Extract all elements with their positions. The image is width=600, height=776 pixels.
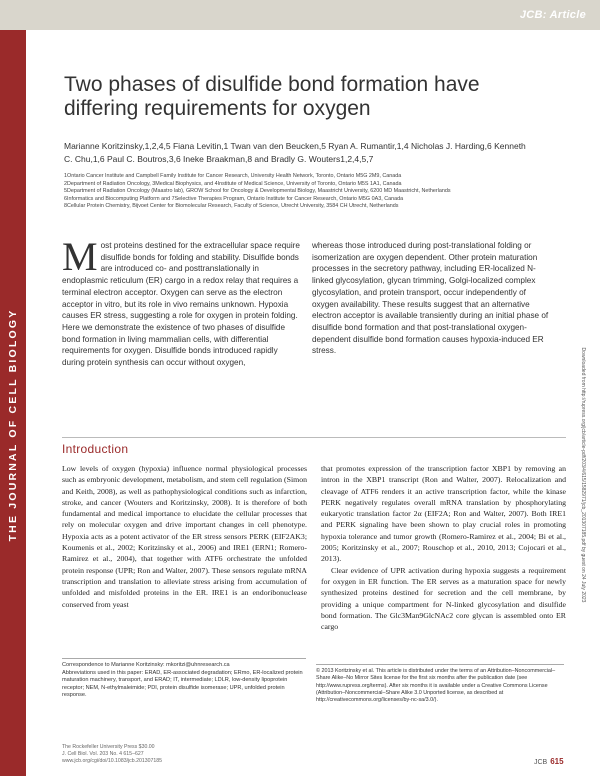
journal-header-bar	[0, 0, 600, 30]
introduction-heading: Introduction	[62, 442, 129, 456]
journal-label: JCB: Article	[519, 9, 586, 21]
body-left-column	[62, 463, 307, 632]
correspondence-notes	[62, 658, 306, 700]
abstract-left-text: ost proteins destined for the extracellular space require disulfide bonds for folding and stability. Disulfide bonds are introduced co- and posttranslationally in endoplasmic reticulum (ER) cargo in a redox relay that requires a terminal electron acceptor. Oxygen can serve as the electron acceptor in vitro, but its role in vivo remains unknown. Hypoxia causes ER stress, suggesting a role for oxygen in protein folding. Here we demonstrate the existence of two phases of disulfide bond formation in living mammalian cells, with differential requirements for oxygen. Disulfide bonds introduced rapidly during protein synthesis can occur without oxygen,	[62, 241, 300, 368]
affiliations	[64, 173, 534, 211]
abstract	[62, 234, 552, 369]
download-note	[577, 240, 589, 710]
footer-journal: JCB	[534, 759, 548, 766]
footer-volume: J. Cell Biol. Vol. 203 No. 4 615–627	[62, 751, 144, 757]
page-number: 615	[550, 757, 564, 766]
body-paragraph: Clear evidence of UPR activation during hypoxia suggests a requirement for oxygen in ER function. The ER serves as a maturation space for newly synthesized proteins destined for secretion and the cell membrane, by providing a unique compartment for N-linked glycosylation and disulfide bond formation. The Glc3Man9GlcNAc2 core glycan is assembled onto ER cargo	[321, 565, 566, 632]
affiliation-line: 8Cellular Protein Chemistry, Bijvoet Center for Biomolecular Research, Faculty of Science, Utrecht University, 3584 CH Utrecht, Netherlands	[64, 203, 399, 210]
journal-sidebar	[0, 30, 26, 776]
abstract-right-column: whereas those introduced during post-translational folding or isomerization are oxygen dependent. Other protein maturation processes in the secretory pathway, including ER-localized N-linked glycosylation, glycan trimming, Golgi-localized complex glycosylation, and protein transport, occur independently of oxygen availability. These results suggest that an alternative electron acceptor is available transiently during an initial phase of disulfide bond formation and that post-translational oxygen-dependent disulfide bond formation causes hypoxia-induced ER stress.	[312, 241, 549, 356]
introduction-body	[62, 463, 566, 632]
download-note-text: Downloaded from http://rupress.org/jcb/article-pdf/203/4/615/1582971/jcb_201307185.pdf by guest on 24 July 2023	[580, 347, 586, 603]
body-paragraph: that promotes expression of the transcription factor XBP1 by removing an intron in the XBP1 transcript (Ron and Walter, 2007). Relocalization and cleavage of ATF6 renders it an active transcription factor, while the kinase PERK negatively regulates overall mRNA translation by phosphorylating eukaryotic translation factor 2α (EIF2A; Ron and Walter, 2007). Both IRE1 and PERK signaling have been shown to play crucial roles in promoting hypoxia tolerance and tumor growth (Romero-Ramirez et al., 2004; Bi et al., 2005; Koritzinsky et al., 2007; Rouschop et al., 2010, 2013; Cojocari et al., 2013).	[321, 464, 566, 564]
footer-doi: www.jcb.org/cgi/doi/10.1083/jcb.201307185	[62, 758, 163, 764]
abbreviations-line: Abbreviations used in this paper: ERAD, ER-associated degradation; ERmo, ER-localized protein maturation machinery, transport, and ERAD; IT, intermediate; LDLR, low-density lipoprotein receptor; NEM, N-ethylmaleimide; PDI, protein disulfide isomerase; UPR, unfolded protein response.	[62, 669, 303, 699]
affiliation-line: 1Ontario Cancer Institute and Campbell Family Institute for Cancer Research, University Health Network, Toronto, Ontario M5G 2M9, Canada	[64, 173, 402, 179]
author-list: Marianne Koritzinsky,1,2,4,5 Fiana Levitin,1 Twan van den Beucken,5 Ryan A. Rumantir,1,4 Nicholas J. Harding,6 Kenneth C. Chu,1,6 Paul C. Boutros,3,6 Ineke Braakman,8 and Bradly G. Wouters1,2,4,5,7	[64, 141, 526, 164]
affiliation-line: 6Informatics and Biocomputing Platform and 7Selective Therapies Program, Ontario Institute for Cancer Research, Ontario M5G 0A3, Canada	[64, 195, 404, 202]
affiliation-line: 5Department of Radiation Oncology (Maastro lab), GROW School for Oncology & Developmental Biology, Maastricht University, 6200 MD Maastricht, Netherlands	[64, 188, 451, 195]
body-right-column	[321, 463, 566, 632]
sidebar-journal-title: THE JOURNAL OF CELL BIOLOGY	[7, 308, 19, 542]
footer-publisher: The Rockefeller University Press $30.00	[62, 744, 155, 750]
body-paragraph: Low levels of oxygen (hypoxia) influence normal physiological processes such as embryonic development, metabolism, and stem cell regulation (Simon and Keith, 2008), as well as pathophysiological conditions such as infarction, stroke, and cancer (Wouters and Koritzinsky, 2008). It is therefore of both fundamental and medical importance to elucidate the cellular processes that rely on molecular oxygen and drive important changes in cell phenotype. Hypoxia acts as a potent activator of the ER stress sensors PERK (EIF2AK3; Koumenis et al., 2002; Koritzinsky et al., 2006) and IRE1 (ERN1; Romero-Ramirez et al., 2004), that together with ATF6 orchestrate the unfolded protein response (UPR; Ron and Walter, 2007). These sensors regulate mRNA transcription and translation to alleviate stress arising from accumulation of unfolded and misfolded proteins in the ER. IRE1 is an endoribonuclease conserved from yeast	[62, 464, 307, 609]
page-number-block	[534, 757, 564, 766]
affiliation-line: 2Department of Radiation Oncology, 3Medical Biophysics, and 4Institute of Medical Science, University of Toronto, Ontario M5S 1A1, Canada	[64, 180, 402, 187]
footer-citation	[62, 744, 162, 765]
license-notice: © 2013 Koritzinsky et al. This article is distributed under the terms of an Attribution–Noncommercial–Share Alike–No Mirror Sites license for the first six months after the publication date (see http://www.rupress.org/terms). After six months it is available under a Creative Commons License (Attribution–Noncommercial–Share Alike 3.0 Unported license, as described at http://creativecommons.org/licenses/by-nc-sa/3.0/).	[316, 664, 564, 704]
section-divider	[62, 437, 566, 438]
abstract-left-column	[62, 234, 302, 369]
article-title: Two phases of disulfide bond formation have differing requirements for oxygen	[64, 73, 480, 120]
abstract-dropcap: M	[62, 234, 98, 279]
correspondence-line: Correspondence to Marianne Koritzinsky: mkoritzi@uhnresearch.ca	[62, 662, 230, 668]
